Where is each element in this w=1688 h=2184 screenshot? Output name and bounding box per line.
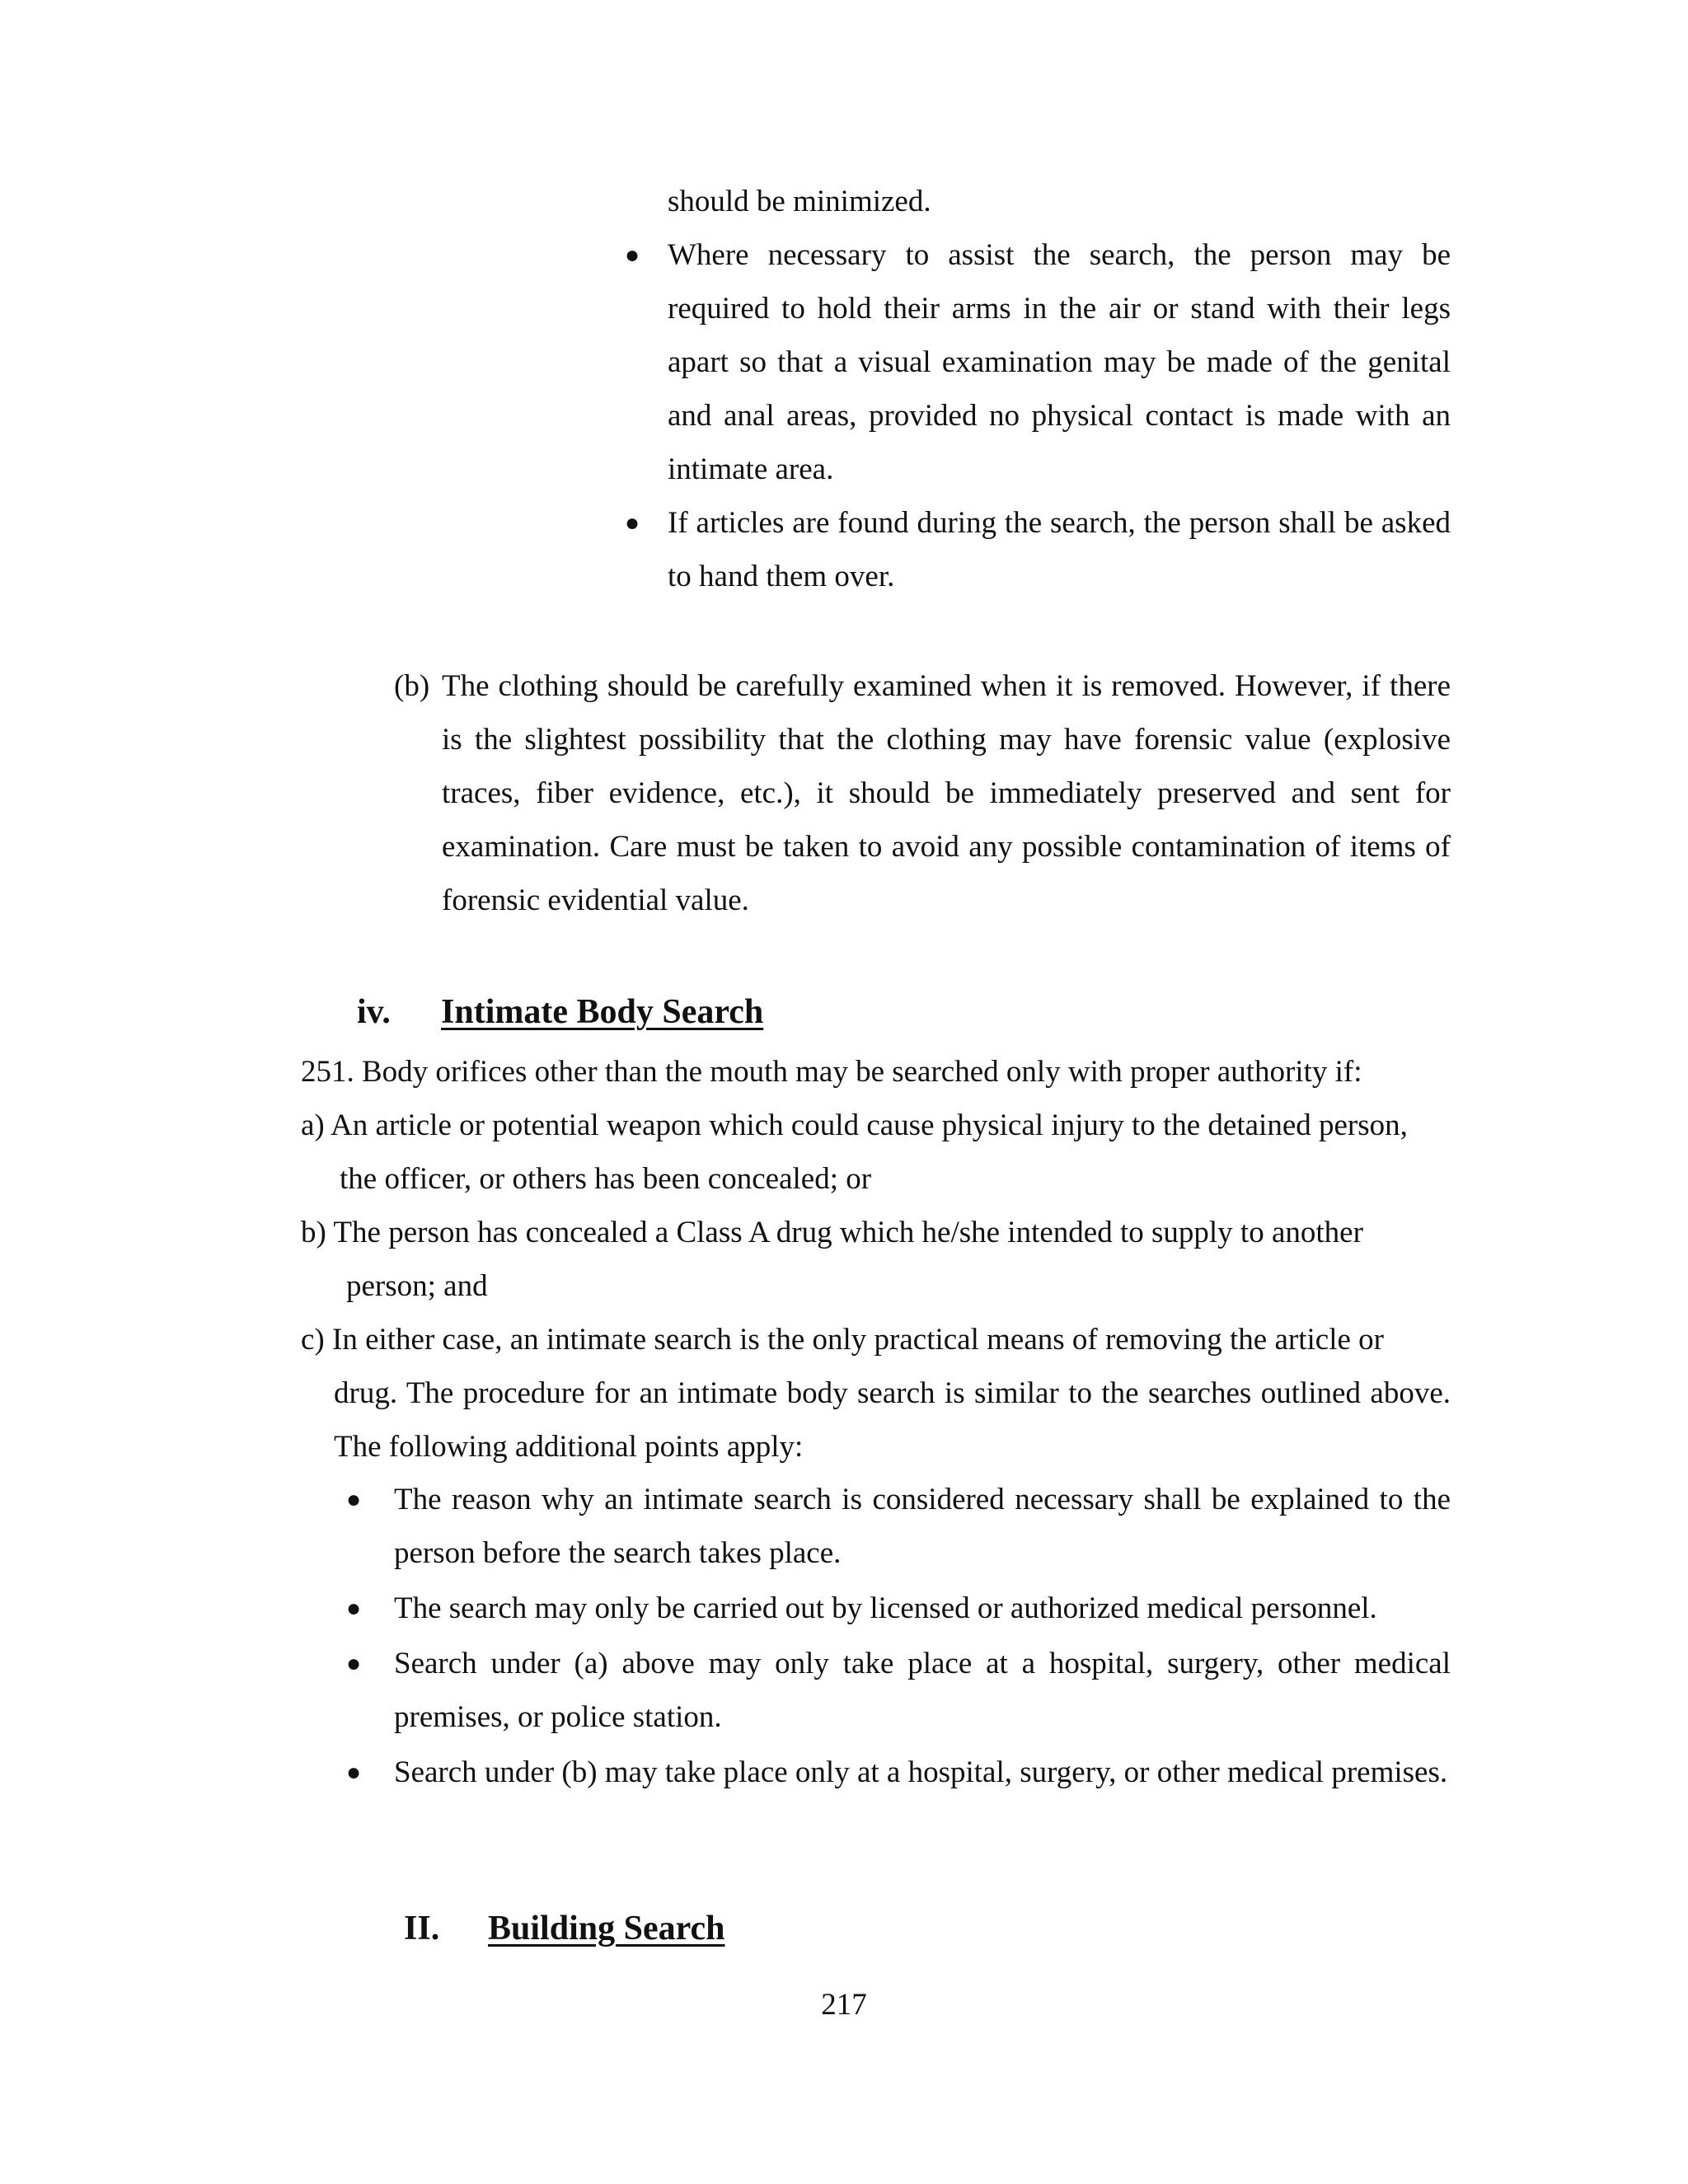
paragraph-b: [394, 659, 1451, 927]
page-number: 217: [821, 1988, 867, 2022]
paragraph-label: (b): [394, 669, 430, 703]
item-first-line: The person has concealed a Class A drug which he/she intended to supply to another: [333, 1216, 1363, 1249]
item-continuation: person; and: [346, 1269, 488, 1303]
list-item: [346, 1582, 1451, 1635]
bullet-text: If articles are found during the search, the person shall be asked to hand them over.: [668, 506, 1451, 593]
top-bullet-list: [625, 175, 1451, 603]
list-item: [625, 496, 1451, 603]
continuation-text: should be minimized.: [668, 185, 931, 218]
bullet-text: The reason why an intimate search is considered necessary shall be explained to the person before the search takes place.: [394, 1483, 1451, 1570]
section-heading: [404, 1904, 724, 1953]
bullet-text: Search under (a) above may only take place at a hospital, surgery, other medical premises, or police station.: [394, 1647, 1451, 1734]
list-item: [301, 1313, 1451, 1474]
bullet-icon: ●: [346, 1759, 362, 1786]
section-251: [301, 1045, 1451, 1474]
section-title: Intimate Body Search: [441, 993, 764, 1031]
bullet-text: Where necessary to assist the search, the person may be required to hold their arms in the air or stand with their legs apart so that a visual examination may be made of the genital and anal areas, provided no physical contact is made with an intimate area.: [668, 238, 1451, 486]
list-item: [346, 1746, 1451, 1799]
list-item: [625, 228, 1451, 496]
item-continuation: drug. The procedure for an intimate body search is similar to the searches outlined above. The following additional points apply:: [334, 1376, 1451, 1464]
item-first-line: In either case, an intimate search is the only practical means of removing the article or: [332, 1323, 1384, 1357]
paragraph-text: The clothing should be carefully examined when it is removed. However, if there is the slightest possibility that the clothing may have forensic value (explosive traces, fiber evidence, etc.), it should be immediately preserved and sent for examination. Care must be taken to avoid any possible contamination of items of forensic evidential value.: [442, 669, 1451, 917]
additional-points-list: [346, 1473, 1451, 1801]
bullet-icon: ●: [346, 1486, 362, 1513]
bullet-icon: ●: [625, 241, 640, 269]
item-label: b): [301, 1216, 326, 1249]
section-title: Building Search: [488, 1910, 725, 1947]
bullet-icon: ●: [346, 1595, 362, 1622]
list-item: [301, 1099, 1451, 1206]
section-number: iv.: [357, 993, 391, 1031]
bullet-text: The search may only be carried out by licensed or authorized medical personnel.: [394, 1591, 1377, 1625]
section-intro: 251. Body orifices other than the mouth may be searched only with proper authority if:: [301, 1055, 1362, 1089]
list-item: [301, 1206, 1451, 1313]
list-item: [346, 1473, 1451, 1580]
item-continuation: the officer, or others has been concealed; or: [340, 1162, 872, 1196]
item-first-line: An article or potential weapon which could cause physical injury to the detained person,: [330, 1108, 1408, 1142]
section-number: II.: [404, 1910, 440, 1947]
bullet-icon: ●: [346, 1650, 362, 1677]
section-heading: [357, 987, 763, 1037]
item-label: a): [301, 1108, 325, 1142]
bullet-text: Search under (b) may take place only at a hospital, surgery, or other medical premises.: [394, 1755, 1448, 1789]
item-label: c): [301, 1323, 325, 1357]
bullet-icon: ●: [625, 509, 640, 537]
list-item: [346, 1637, 1451, 1744]
